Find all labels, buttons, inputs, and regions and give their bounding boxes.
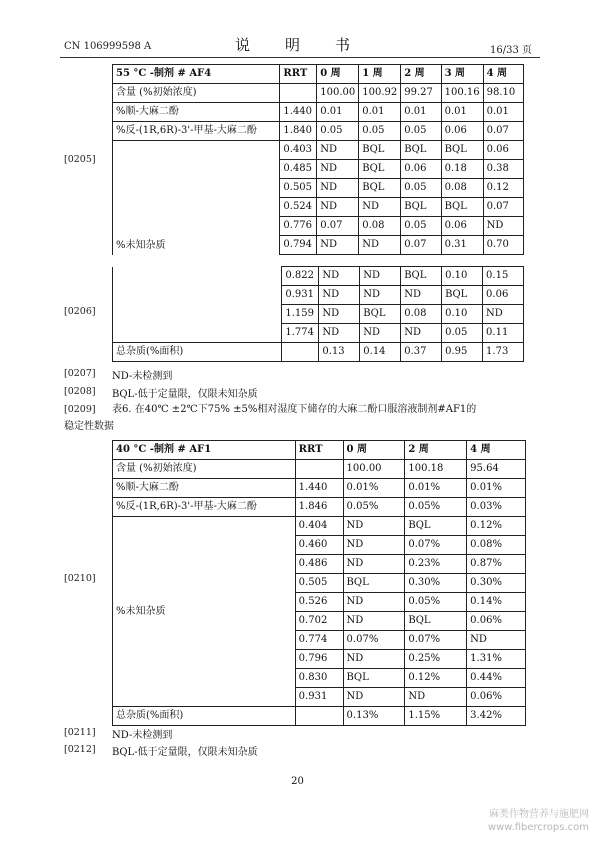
table-cell: 总杂质(%面积) <box>113 707 296 726</box>
table-cell: BQL <box>401 141 441 160</box>
table-cell: 0.486 <box>295 555 343 574</box>
table-cell: 0.37 <box>401 343 442 362</box>
table-cell: 0.07% <box>405 536 467 555</box>
bql-footnote: BQL-低于定量限，仅限未知杂质 <box>112 747 258 758</box>
unknown-impurity-label: %未知杂质 <box>113 141 280 255</box>
table-header-cell: 2 周 <box>401 65 441 84</box>
table-cell: 0.10 <box>442 305 483 324</box>
page-number: 20 <box>291 776 304 787</box>
table-header-cell: 40 °C -制剂 # AF1 <box>113 441 296 460</box>
table-cell: ND <box>343 555 405 574</box>
table-cell: 0.485 <box>280 160 317 179</box>
table-cell: 0.70 <box>483 236 523 255</box>
nd-footnote: ND-未检测到 <box>112 730 173 741</box>
table-cell: BQL <box>442 286 483 305</box>
table-cell: ND <box>343 688 405 707</box>
table-total-row <box>113 343 524 362</box>
table-cell: 0.796 <box>295 650 343 669</box>
table-cell: 1.840 <box>280 122 317 141</box>
table6-caption-line1: 表6. 在40℃ ±2℃下75% ±5%相对湿度下储存的大麻二酚口服溶液制剂#AF1的 <box>112 404 477 415</box>
table-cell: 0.08% <box>467 536 526 555</box>
table-row <box>113 122 524 141</box>
table-cell: 0.01 <box>441 103 483 122</box>
table-row <box>113 517 526 536</box>
table-row <box>113 141 524 160</box>
patent-number: CN 106999598 A <box>64 41 152 52</box>
table-cell <box>295 460 343 479</box>
table-cell: 0.05 <box>401 217 441 236</box>
unknown-impurity-label-cont <box>113 267 282 343</box>
table-row <box>113 498 526 517</box>
page-indicator: 16/33 页 <box>490 45 532 56</box>
table-cell: ND <box>483 305 524 324</box>
table-cell: 0.794 <box>280 236 317 255</box>
table-cell: 0.830 <box>295 669 343 688</box>
table-cell: 0.08 <box>359 217 401 236</box>
table-cell: 0.06 <box>483 141 523 160</box>
watermark-line2: www.fibercrops.com <box>487 822 589 833</box>
table-cell: ND <box>343 593 405 612</box>
paragraph-number-0211: [0211] <box>64 727 96 738</box>
table-header-cell: 2 周 <box>405 441 467 460</box>
table-cell: 0.01 <box>317 103 359 122</box>
table-cell: 0.06 <box>483 286 524 305</box>
table-cell: 0.14 <box>360 343 401 362</box>
table-cell: 0.404 <box>295 517 343 536</box>
table-cell: 0.05% <box>405 593 467 612</box>
table-cell: 0.01 <box>359 103 401 122</box>
table-cell: BQL <box>401 198 441 217</box>
table-cell: 0.05 <box>401 122 441 141</box>
table-cell: 0.526 <box>295 593 343 612</box>
table-cell: 1.440 <box>280 103 317 122</box>
table-cell: %反-(1R,6R)-3'-甲基-大麻二酚 <box>113 122 280 141</box>
paragraph-number-0207: [0207] <box>64 368 96 379</box>
table-cell: 0.05 <box>359 122 401 141</box>
table-cell: ND <box>317 198 359 217</box>
table-cell: 0.11 <box>483 324 524 343</box>
table-cell: 0.30% <box>405 574 467 593</box>
table-header-row <box>113 65 524 84</box>
table-cell: 3.42% <box>467 707 526 726</box>
table-cell: 0.05 <box>317 122 359 141</box>
table-cell: 0.12% <box>467 517 526 536</box>
table-cell: ND <box>359 236 401 255</box>
table-cell: 0.505 <box>295 574 343 593</box>
table-cell: 0.06% <box>467 688 526 707</box>
table-cell: 1.846 <box>295 498 343 517</box>
table-cell: 98.10 <box>483 84 523 103</box>
table-cell: 0.31 <box>441 236 483 255</box>
table-cell: 0.05% <box>405 498 467 517</box>
table-cell: 0.01% <box>343 479 405 498</box>
table-cell: ND <box>319 286 360 305</box>
table-row <box>113 479 526 498</box>
table-cell <box>282 343 319 362</box>
paragraph-number-0208: [0208] <box>64 386 96 397</box>
table-header-cell: RRT <box>280 65 317 84</box>
bql-footnote: BQL-低于定量限，仅限未知杂质 <box>112 389 258 400</box>
table-cell: ND <box>360 267 401 286</box>
table-cell: 0.07 <box>483 122 523 141</box>
table-cell: 0.13% <box>343 707 405 726</box>
table-header-cell: 3 周 <box>441 65 483 84</box>
table-cell: 0.776 <box>280 217 317 236</box>
table-cell: 0.06 <box>401 160 441 179</box>
table-cell: ND <box>343 517 405 536</box>
table-cell: 0.14% <box>467 593 526 612</box>
table-header-cell: 0 周 <box>317 65 359 84</box>
table-cell: ND <box>360 324 401 343</box>
table-cell: BQL <box>405 612 467 631</box>
table-cell: ND <box>343 650 405 669</box>
table-cell: 0.524 <box>280 198 317 217</box>
table-cell: 0.07 <box>317 217 359 236</box>
table-cell: BQL <box>441 198 483 217</box>
stability-table-af4-part1 <box>112 64 524 255</box>
table-cell: ND <box>343 612 405 631</box>
table-cell: 0.25% <box>405 650 467 669</box>
table-cell: 0.01 <box>401 103 441 122</box>
table-cell: 0.07% <box>343 631 405 650</box>
watermark <box>488 808 589 834</box>
table-cell: 0.403 <box>280 141 317 160</box>
table-cell: 0.12% <box>405 669 467 688</box>
table-cell: 100.92 <box>359 84 401 103</box>
table-cell: %反-(1R,6R)-3'-甲基-大麻二酚 <box>113 498 296 517</box>
table-cell: ND <box>359 198 401 217</box>
table-cell: ND <box>317 141 359 160</box>
table-cell: ND <box>317 160 359 179</box>
table-cell: ND <box>405 688 467 707</box>
table-header-cell: RRT <box>295 441 343 460</box>
table-header-cell: 4 周 <box>483 65 523 84</box>
table-cell: 0.95 <box>442 343 483 362</box>
table-cell: ND <box>317 236 359 255</box>
table-cell: 0.01% <box>405 479 467 498</box>
table-cell: 0.702 <box>295 612 343 631</box>
table-cell: 1.15% <box>405 707 467 726</box>
table-cell: BQL <box>441 141 483 160</box>
table-cell: ND <box>467 631 526 650</box>
paragraph-number-0205: [0205] <box>64 154 96 165</box>
table-cell: 0.931 <box>295 688 343 707</box>
table-cell: 0.12 <box>483 179 523 198</box>
paragraph-number-0212: [0212] <box>64 744 96 755</box>
table6-caption-line2: 稳定性数据 <box>64 421 114 432</box>
table-cell: 0.06 <box>441 122 483 141</box>
table-cell: 95.64 <box>467 460 526 479</box>
table-cell: 0.774 <box>295 631 343 650</box>
table-cell: 100.16 <box>441 84 483 103</box>
table-cell: BQL <box>359 141 401 160</box>
table-cell: ND <box>319 305 360 324</box>
table-cell: ND <box>483 217 523 236</box>
table-cell: 0.05 <box>442 324 483 343</box>
table-cell: 1.440 <box>295 479 343 498</box>
table-cell: 99.27 <box>401 84 441 103</box>
table-row <box>113 103 524 122</box>
table-cell: 0.23% <box>405 555 467 574</box>
document-title: 说 明 书 <box>234 36 360 54</box>
table-cell: 0.13 <box>319 343 360 362</box>
table-cell: BQL <box>359 160 401 179</box>
table-cell: 0.822 <box>282 267 319 286</box>
table-header-cell: 55 °C -制剂 # AF4 <box>113 65 280 84</box>
table-cell: 0.15 <box>483 267 524 286</box>
table-cell: 总杂质(%面积) <box>113 343 282 362</box>
table-cell: 0.01 <box>483 103 523 122</box>
table-cell: BQL <box>401 267 442 286</box>
table-cell: 0.06% <box>467 612 526 631</box>
table-cell: 1.159 <box>282 305 319 324</box>
table-cell: 100.00 <box>317 84 359 103</box>
table-cell: ND <box>343 536 405 555</box>
table-header-row <box>113 441 526 460</box>
table-cell: 0.08 <box>401 305 442 324</box>
table-cell: 0.38 <box>483 160 523 179</box>
table-cell: 1.774 <box>282 324 319 343</box>
table-cell: 0.03% <box>467 498 526 517</box>
paragraph-number-0209: [0209] <box>64 404 96 415</box>
table-cell: 1.31% <box>467 650 526 669</box>
table-cell: BQL <box>405 517 467 536</box>
table-cell: 0.44% <box>467 669 526 688</box>
table-cell: %顺-大麻二酚 <box>113 479 296 498</box>
table-cell: 0.18 <box>441 160 483 179</box>
stability-table-af1 <box>112 440 526 726</box>
table-cell: 0.87% <box>467 555 526 574</box>
table-cell: 0.08 <box>441 179 483 198</box>
table-cell: ND <box>401 324 442 343</box>
table-cell: 0.05 <box>401 179 441 198</box>
table-cell: 含量 (%初始浓度) <box>113 460 296 479</box>
table-cell: 0.30% <box>467 574 526 593</box>
watermark-line1: 麻类作物营养与施肥网 <box>489 809 589 820</box>
table-cell: BQL <box>360 305 401 324</box>
paragraph-number-0210: [0210] <box>64 573 96 584</box>
table-header-cell: 4 周 <box>467 441 526 460</box>
table-row <box>113 460 526 479</box>
table-cell: 1.73 <box>483 343 524 362</box>
paragraph-number-0206: [0206] <box>64 306 96 317</box>
table-total-row <box>113 707 526 726</box>
table-cell: 0.07 <box>401 236 441 255</box>
table-cell <box>295 707 343 726</box>
nd-footnote: ND-未检测到 <box>112 371 173 382</box>
table-cell: 0.931 <box>282 286 319 305</box>
table-cell: 100.18 <box>405 460 467 479</box>
header-rule <box>60 57 540 58</box>
table-cell: %顺-大麻二酚 <box>113 103 280 122</box>
table-cell: 0.05% <box>343 498 405 517</box>
table-cell: BQL <box>359 179 401 198</box>
unknown-impurity-label: %未知杂质 <box>113 517 296 707</box>
table-cell: 含量 (%初始浓度) <box>113 84 280 103</box>
table-cell: 0.07% <box>405 631 467 650</box>
table-cell: BQL <box>343 574 405 593</box>
table-cell: ND <box>360 286 401 305</box>
table-cell: 0.10 <box>442 267 483 286</box>
table-row <box>113 267 524 286</box>
table-cell: ND <box>319 324 360 343</box>
table-cell: 0.07 <box>483 198 523 217</box>
table-row <box>113 84 524 103</box>
table-cell: 0.06 <box>441 217 483 236</box>
table-cell: 100.00 <box>343 460 405 479</box>
table-cell: ND <box>319 267 360 286</box>
table-header-cell: 0 周 <box>343 441 405 460</box>
table-cell: ND <box>401 286 442 305</box>
page-header <box>0 0 595 60</box>
table-cell: 0.01% <box>467 479 526 498</box>
table-cell <box>280 84 317 103</box>
table-cell: BQL <box>343 669 405 688</box>
stability-table-af4-part2 <box>112 266 524 362</box>
table-cell: 0.505 <box>280 179 317 198</box>
table-cell: 0.460 <box>295 536 343 555</box>
table-header-cell: 1 周 <box>359 65 401 84</box>
table-cell: ND <box>317 179 359 198</box>
